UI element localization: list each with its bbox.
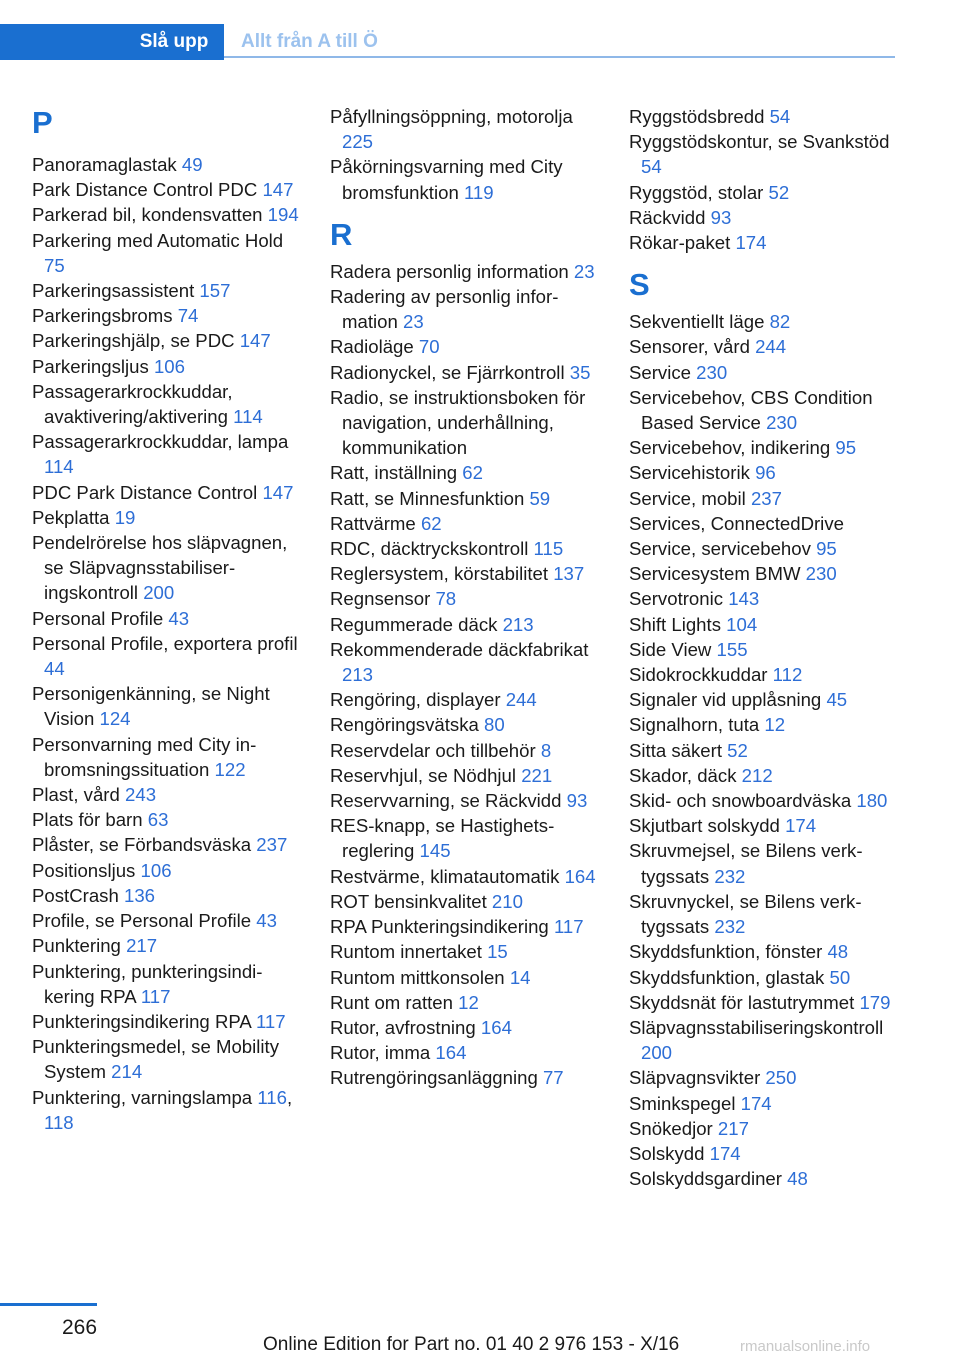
index-entry [629, 1141, 904, 1166]
entry-text: Positionsljus [32, 859, 141, 881]
page-link[interactable]: 250 [765, 1067, 797, 1089]
entry-text: Parkering med Automatic Hold [32, 229, 284, 251]
index-entry [330, 385, 600, 461]
index-entry [330, 511, 600, 536]
entry-text: Sitta säkert [629, 739, 728, 761]
page-link[interactable]: 95 [835, 437, 857, 459]
page-link[interactable]: 180 [856, 790, 888, 812]
index-entry [330, 360, 600, 385]
entry-text: Radera personlig information [330, 260, 574, 282]
entry-text: Rattvärme [330, 512, 421, 534]
index-entry [32, 908, 302, 933]
entry-text: Side View [629, 638, 717, 660]
index-entry [629, 334, 904, 359]
page-link[interactable]: 145 [419, 840, 451, 862]
entry-text: RES-knapp, se Hastighetsreglering [330, 815, 555, 862]
index-entry [32, 152, 302, 177]
section-letter: S [629, 267, 650, 303]
page-link[interactable]: 115 [533, 538, 564, 560]
index-entry [330, 104, 600, 154]
page-link[interactable]: 212 [741, 764, 773, 786]
index-entry [330, 788, 600, 813]
page-link[interactable]: 12 [458, 991, 479, 1013]
page-link[interactable]: 225 [342, 131, 374, 153]
index-entry [629, 965, 904, 990]
entry-text: Rutor, avfrostning [330, 1016, 481, 1038]
index-entry [32, 530, 302, 606]
entry-text: Signalhorn, tuta [629, 714, 765, 736]
index-entry [330, 561, 600, 586]
index-entry [629, 435, 904, 460]
entry-text: PostCrash [32, 884, 124, 906]
footer-accent-line [0, 1303, 97, 1306]
edition-note: Online Edition for Part no. 01 40 2 976 153 - X/16 [263, 1334, 680, 1355]
page-link[interactable]: 243 [125, 784, 157, 806]
index-entry [629, 360, 904, 385]
page-link[interactable]: 155 [716, 638, 748, 660]
index-entry [629, 1015, 904, 1065]
entry-text: Passagerarkrockkuddar, avaktivering/aktivering [32, 380, 234, 428]
page-link[interactable]: 14 [509, 966, 531, 988]
index-entry [629, 205, 904, 230]
entry-text: Radioläge [330, 336, 419, 358]
page-link[interactable]: 96 [755, 462, 776, 484]
entry-text: Runt om ratten [330, 991, 459, 1013]
page-link[interactable]: 93 [566, 790, 588, 812]
entry-text: Ratt, inställning [330, 462, 463, 484]
index-entry [32, 379, 302, 429]
page-link[interactable]: 164 [435, 1042, 467, 1064]
index-entry [330, 486, 600, 511]
entry-text: Plast, vård [32, 784, 126, 806]
index-entry [32, 1009, 302, 1034]
entry-text: Punktering, varningslampa [32, 1086, 258, 1108]
index-entry [629, 662, 904, 687]
page-link[interactable]: 117 [255, 1010, 286, 1032]
page-link[interactable]: 114 [44, 456, 74, 478]
entry-text: Skyddsfunktion, glastak [629, 966, 830, 988]
index-entry [32, 933, 302, 958]
index-entry [629, 1166, 904, 1191]
index-entry [32, 858, 302, 883]
page-link[interactable]: 124 [99, 708, 131, 730]
index-entry [32, 278, 302, 303]
index-entry [32, 429, 302, 479]
page-link[interactable]: 147 [239, 330, 271, 352]
entry-text: Skruvmejsel, se Bilens verktygssats [629, 840, 863, 887]
page-link[interactable]: 49 [181, 154, 203, 175]
index-entry [330, 965, 600, 990]
page-link[interactable]: 43 [256, 910, 277, 932]
index-entry [32, 202, 302, 227]
entry-text: Punkteringsmedel, se Mobility System [32, 1036, 279, 1083]
index-entry [32, 959, 302, 1009]
index-entry [330, 763, 600, 788]
page-link[interactable]: 80 [484, 714, 505, 736]
index-entry [330, 1065, 600, 1090]
entry-text: Solskyddsgardiner [629, 1168, 788, 1190]
index-entry [629, 486, 904, 511]
page-link[interactable]: 82 [769, 311, 791, 333]
page-link[interactable]: 122 [214, 758, 246, 780]
index-entry [330, 259, 600, 284]
index-entry [629, 309, 904, 334]
index-entry [629, 104, 904, 129]
entry-text: Service, servicebehov [629, 538, 817, 560]
page-link[interactable]: 210 [491, 890, 523, 912]
page-link[interactable]: 106 [140, 859, 172, 881]
page-link[interactable]: 52 [768, 181, 790, 203]
entry-text: Ratt, se Minnesfunktion [330, 487, 530, 509]
page-link[interactable]: 62 [420, 512, 442, 534]
entry-text: Ryggstödsbredd [629, 106, 770, 127]
entry-text: Plats för barn [32, 809, 148, 831]
entry-text: Pekplatta [32, 506, 115, 528]
page-link[interactable]: 70 [418, 336, 440, 358]
page-link[interactable]: 118 [44, 1111, 74, 1133]
page-link[interactable]: 136 [123, 884, 156, 906]
page-link[interactable]: 164 [480, 1016, 512, 1038]
index-entry [629, 561, 904, 586]
entry-text: Ryggstödskontur, se Svankstöd [629, 131, 890, 153]
page-link[interactable]: 237 [750, 487, 782, 509]
entry-text: Panoramaglastak [32, 154, 182, 175]
index-entry [330, 586, 600, 611]
index-entry [629, 687, 904, 712]
index-entry [330, 1040, 600, 1065]
watermark: rmanualsonline.info [740, 1338, 871, 1355]
index-entry [32, 480, 302, 505]
index-column-3 [629, 104, 904, 1191]
page-link[interactable]: 114 [233, 406, 263, 428]
index-entry [32, 732, 302, 782]
entry-text: Parkeringsljus [32, 355, 154, 377]
page-link[interactable]: 8 [540, 739, 552, 761]
index-entry [330, 460, 600, 485]
page-link[interactable]: 12 [764, 714, 786, 736]
entry-text: Solskydd [629, 1142, 710, 1164]
page-link[interactable]: 230 [805, 563, 837, 585]
index-entry [629, 129, 904, 179]
index-entry [32, 228, 302, 278]
entry-text: Sminkspegel [629, 1092, 741, 1114]
index-entry [629, 460, 904, 485]
index-entry [32, 354, 302, 379]
page-link[interactable]: 48 [827, 941, 849, 963]
entry-text: Personvarning med City inbromsningssituation [32, 733, 257, 780]
entry-text: Personigenkänning, se Night Vision [32, 683, 270, 730]
page-link[interactable]: 200 [641, 1042, 673, 1064]
entry-text: Punktering [32, 935, 127, 957]
page-link[interactable]: 143 [728, 588, 760, 610]
entry-text: Servicebehov, indikering [629, 437, 836, 459]
entry-text: RPA Punkteringsindikering [330, 916, 554, 938]
page-link[interactable]: 95 [816, 538, 837, 560]
entry-text: Servotronic [629, 588, 729, 610]
entry-text: Påfyllningsöppning, motorolja [330, 106, 573, 127]
page-link[interactable]: 48 [787, 1168, 808, 1190]
entry-text: Rengöringsvätska [330, 714, 484, 736]
index-entry [32, 883, 302, 908]
index-entry [629, 511, 904, 536]
page-link[interactable]: 200 [143, 582, 175, 604]
index-entry [330, 990, 600, 1015]
top-tab-bar [0, 24, 895, 61]
page-link[interactable]: 179 [859, 991, 891, 1013]
page-link[interactable]: 117 [140, 985, 171, 1007]
index-entry [629, 385, 904, 435]
index-entry [629, 536, 904, 561]
index-entry [32, 1034, 302, 1084]
entry-text: Parkeringsbroms [32, 305, 178, 327]
entry-text: Släpvagnsvikter [629, 1067, 766, 1089]
index-entry [629, 990, 904, 1015]
page-link[interactable]: 104 [726, 613, 758, 635]
page-link[interactable]: 74 [177, 305, 199, 327]
page-link[interactable]: 244 [505, 689, 537, 711]
entry-text: Skador, däck [629, 764, 742, 786]
index-entry [32, 606, 302, 631]
index-entry [330, 813, 600, 863]
entry-text: Reservdelar och tillbehör [330, 739, 541, 761]
index-entry [330, 687, 600, 712]
index-entry [330, 1015, 600, 1040]
page-link[interactable]: 35 [569, 361, 591, 383]
entry-text: Servicehistorik [629, 462, 756, 484]
page-link[interactable]: 44 [44, 658, 65, 680]
page-link[interactable]: 213 [502, 613, 534, 635]
page-link[interactable]: 54 [641, 156, 662, 178]
page-link[interactable]: 112 [772, 664, 803, 686]
page-link[interactable]: 43 [168, 607, 190, 629]
page-link[interactable]: 137 [553, 563, 585, 585]
index-entry [32, 631, 302, 681]
entry-text: Park Distance Control PDC [32, 179, 263, 201]
index-entry [629, 939, 904, 964]
page-link[interactable]: 63 [147, 809, 169, 831]
page-link[interactable]: 174 [735, 232, 767, 254]
page-link[interactable]: 50 [829, 966, 851, 988]
index-entry [330, 334, 600, 359]
page-link[interactable]: 78 [435, 588, 457, 610]
entry-text: Skruvnyckel, se Bilens verktygssats [629, 890, 862, 938]
index-entry [32, 328, 302, 353]
index-entry [32, 807, 302, 832]
index-entry [330, 154, 600, 204]
page-link[interactable]: 147 [262, 179, 294, 201]
index-entry [330, 536, 600, 561]
entry-text: Punktering, punkteringsindikering RPA [32, 960, 263, 1007]
index-entry [629, 788, 904, 813]
entry-text: Signaler vid upplåsning [629, 689, 827, 711]
page-link[interactable]: 214 [111, 1061, 143, 1083]
entry-text: Shift Lights [629, 613, 727, 635]
page-link[interactable]: 157 [199, 280, 231, 302]
index-entry [32, 681, 302, 731]
index-entry [330, 864, 600, 889]
entry-text: Regnsensor [330, 588, 436, 610]
entry-text: Punkteringsindikering RPA [32, 1010, 256, 1032]
entry-text: Skjutbart solskydd [629, 815, 786, 837]
page-link[interactable]: 174 [785, 815, 817, 837]
entry-text: Services, ConnectedDrive [629, 512, 844, 534]
page-link[interactable]: 230 [696, 361, 728, 383]
page-link[interactable]: 217 [717, 1117, 749, 1139]
page-link[interactable]: 174 [709, 1142, 741, 1164]
index-entry [629, 813, 904, 838]
index-entry [330, 284, 600, 334]
page-link[interactable]: 230 [766, 412, 798, 434]
entry-text: Plåster, se Förbandsväska [32, 834, 257, 856]
index-entry [330, 738, 600, 763]
entry-text: Skyddsfunktion, fönster [629, 941, 828, 963]
index-entry [629, 637, 904, 662]
entry-text: Parkeringsassistent [32, 280, 200, 302]
entry-text: Reservvarning, se Räckvidd [330, 790, 567, 812]
entry-text: Personal Profile, exportera profil [32, 632, 298, 654]
index-entry [629, 180, 904, 205]
page-link[interactable]: 174 [740, 1092, 772, 1114]
entry-text: Runtom mittkonsolen [330, 966, 510, 988]
entry-text: Rutrengöringsanläggning [330, 1067, 543, 1089]
index-entry [330, 939, 600, 964]
index-entry [629, 712, 904, 737]
index-entry [629, 738, 904, 763]
page-number: 266 [62, 1316, 98, 1339]
entry-text: Servicesystem BMW [629, 563, 806, 585]
entry-text: Service [629, 361, 697, 383]
entry-text: PDC Park Distance Control [32, 481, 263, 503]
index-entry [330, 712, 600, 737]
page-link[interactable]: 59 [529, 487, 551, 509]
index-entry [629, 889, 904, 939]
page-link[interactable]: 221 [521, 764, 553, 786]
tab-a-to-z[interactable]: Allt från A till Ö [224, 24, 895, 58]
entry-text: Rökar-paket [629, 232, 736, 254]
page-link[interactable]: 52 [727, 739, 748, 761]
section-letter: R [330, 216, 353, 252]
page-link[interactable]: 237 [256, 834, 288, 856]
index-entry [629, 1065, 904, 1090]
index-entry [629, 586, 904, 611]
page-link[interactable]: 116 [257, 1086, 287, 1108]
entry-text: Rutor, imma [330, 1042, 436, 1064]
page-link[interactable]: 45 [826, 689, 848, 711]
entry-text: Räckvidd [629, 206, 711, 228]
entry-text: Påkörningsvarning med City bromsfunktion [330, 156, 563, 203]
index-entry [32, 505, 302, 530]
tab-bar-accent [0, 24, 124, 60]
entry-text: Profile, se Personal Profile [32, 910, 257, 932]
page-link[interactable]: 232 [714, 916, 746, 938]
entry-text: Parkerad bil, kondensvatten [32, 204, 268, 226]
page-link[interactable]: 213 [342, 664, 374, 686]
page-link[interactable]: 164 [564, 865, 596, 887]
index-entry [330, 914, 600, 939]
entry-text: Radionyckel, se Fjärrkontroll [330, 361, 570, 383]
page-link[interactable]: 232 [714, 865, 746, 887]
entry-text: Servicebehov, CBS Condition Based Service [629, 386, 873, 434]
page-link[interactable]: 217 [126, 935, 158, 957]
entry-text: Skyddsnät för lastutrymmet [629, 991, 860, 1013]
page-link[interactable]: 23 [402, 311, 424, 333]
entry-text: Radering av personlig information [330, 286, 559, 333]
entry-text: Personal Profile [32, 607, 169, 629]
entry-text: Släpvagnsstabiliseringskontroll [629, 1016, 884, 1038]
page-link[interactable]: 62 [462, 462, 483, 484]
index-column-2 [330, 104, 600, 1091]
entry-text: Rekommenderade däckfabrikat [330, 638, 589, 660]
entry-text: Pendelrörelse hos släpvagnen, se Släpvagnsstabiliseringskontroll [32, 532, 288, 604]
page-link[interactable]: 93 [710, 206, 732, 228]
index-entry [32, 832, 302, 857]
entry-text: ROT bensinkvalitet [330, 890, 492, 912]
entry-text: Restvärme, klimatautomatik [330, 865, 565, 887]
page-link[interactable]: 194 [267, 204, 299, 226]
entry-text: RDC, däcktryckskontroll [330, 538, 534, 560]
page-link[interactable]: 54 [769, 106, 791, 127]
index-entry: Punktering, varningslampa 116, 118 [32, 1086, 293, 1133]
entry-text: Regummerade däck [330, 613, 503, 635]
entry-text: Parkeringshjälp, se PDC [32, 330, 240, 352]
entry-text: Sekventiellt läge [629, 311, 770, 333]
page-link[interactable]: 244 [755, 336, 787, 358]
index-entry [330, 637, 600, 687]
entry-text: Sidokrockkuddar [629, 664, 773, 686]
entry-text: Service, mobil [629, 487, 751, 509]
entry-text: Reglersystem, körstabilitet [330, 563, 554, 585]
index-entry [629, 1091, 904, 1116]
page-link[interactable]: 23 [573, 260, 595, 282]
index-entry [629, 1116, 904, 1141]
page-link[interactable]: 117 [553, 916, 584, 938]
entry-text: Sensorer, vård [629, 336, 756, 358]
entry-text: Ryggstöd, stolar [629, 181, 769, 203]
page-link[interactable]: 15 [487, 941, 508, 963]
tab-lookup[interactable]: Slå upp [124, 24, 224, 60]
index-entry [330, 612, 600, 637]
index-entry [32, 782, 302, 807]
index-entry [629, 612, 904, 637]
index-entry [629, 838, 904, 888]
page-link[interactable]: 106 [153, 355, 185, 377]
entry-text: Runtom innertaket [330, 941, 488, 963]
index-entry [330, 889, 600, 914]
page-link[interactable]: 19 [114, 506, 136, 528]
page-link[interactable]: 77 [542, 1067, 564, 1089]
section-letter: P [32, 105, 53, 140]
page-link[interactable]: 119 [463, 181, 494, 203]
index-entry [629, 763, 904, 788]
entry-text: Reservhjul, se Nödhjul [330, 764, 522, 786]
entry-text: Rengöring, displayer [330, 689, 506, 711]
index-column-1 [32, 104, 302, 1135]
index-entry [629, 230, 904, 255]
entry-text: Radio, se instruktionsboken för navigation, underhållning, kommunikation [330, 386, 586, 459]
index-entry [32, 177, 302, 202]
index-entry [32, 303, 302, 328]
entry-text: Snökedjor [629, 1117, 718, 1139]
entry-text: Skid- och snowboardväska [629, 790, 857, 812]
page-link[interactable]: 75 [44, 254, 65, 276]
page-link[interactable]: 147 [262, 481, 294, 503]
entry-text: Passagerarkrockkuddar, lampa [32, 431, 289, 453]
